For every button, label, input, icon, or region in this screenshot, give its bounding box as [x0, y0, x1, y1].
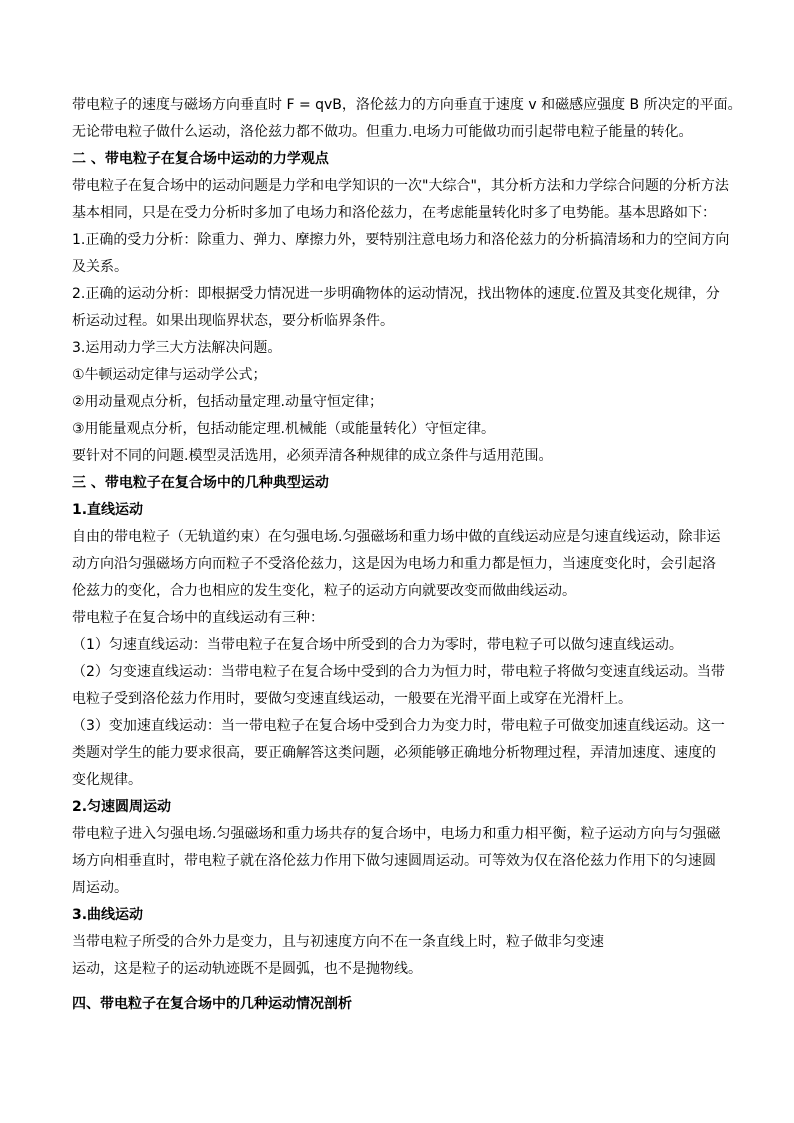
- text-line: ①牛顿运动定律与运动学公式；: [72, 367, 267, 383]
- text-line: 当带电粒子所受的合外力是变力，且与初速度方向不在一条直线上时，粒子做非匀变速: [72, 934, 604, 950]
- text-line: ③用能量观点分析，包括动能定理.机械能（或能量转化）守恒定律。: [72, 421, 495, 437]
- text-line: 动方向沿匀强磁场方向而粒子不受洛伦兹力，这是因为电场力和重力都是恒力，当速度变化时，会引起洛: [72, 556, 716, 572]
- text-line: 3.运用动力学三大方法解决问题。: [72, 340, 282, 356]
- text-line: 要针对不同的问题.模型灵活选用，必须弄清各种规律的成立条件与适用范围。: [72, 448, 553, 464]
- subsection-heading: 3.曲线运动: [72, 907, 144, 923]
- text-line: 变化规律。: [72, 772, 142, 788]
- section-heading: 三 、带电粒子在复合场中的几种典型运动: [72, 475, 329, 491]
- text-line: 带电粒子进入匀强电场.匀强磁场和重力场共存的复合场中，电场力和重力相平衡，粒子运动方向与匀强磁: [72, 826, 721, 842]
- text-line: 及关系。: [72, 259, 128, 275]
- text-line: 运动，这是粒子的运动轨迹既不是圆弧，也不是抛物线。: [72, 961, 422, 977]
- text-line: 基本相同，只是在受力分析时多加了电场力和洛伦兹力，在考虑能量转化时多了电势能。基本思路如下：: [72, 205, 716, 221]
- subsection-heading: 1.直线运动: [72, 502, 144, 518]
- text-line: 析运动过程。如果出现临界状态，要分析临界条件。: [72, 313, 394, 329]
- document-page: [72, 92, 742, 1018]
- text-line: 带电粒子在复合场中的运动问题是力学和电学知识的一次"大综合"，其分析方法和力学综合问题的分析方法: [72, 178, 729, 194]
- text-line: 2.正确的运动分析：即根据受力情况进一步明确物体的运动情况，找出物体的速度.位置及其变化规律，分: [72, 286, 720, 302]
- text-line: 自由的带电粒子（无轨道约束）在匀强电场.匀强磁场和重力场中做的直线运动应是匀速直线运动，除非运: [72, 529, 721, 545]
- text-line: （3）变加速直线运动：当一带电粒子在复合场中受到合力为变力时，带电粒子可做变加速直线运动。这一: [72, 718, 725, 734]
- text-line: 1.正确的受力分析：除重力、弹力、摩擦力外，要特别注意电场力和洛伦兹力的分析搞清场和力的空间方向: [72, 232, 730, 248]
- section-heading: 二 、带电粒子在复合场中运动的力学观点: [72, 151, 329, 167]
- text-line: （2）匀变速直线运动：当带电粒子在复合场中受到的合力为恒力时，带电粒子将做匀变速直线运动。当带: [72, 664, 725, 680]
- text-line: 电粒子受到洛伦兹力作用时，要做匀变速直线运动，一般要在光滑平面上或穿在光滑杆上。: [72, 691, 632, 707]
- section-heading: 四、带电粒子在复合场中的几种运动情况剖析: [72, 996, 352, 1012]
- subsection-heading: 2.匀速圆周运动: [72, 799, 172, 815]
- text-line: 场方向相垂直时，带电粒子就在洛伦兹力作用下做匀速圆周运动。可等效为仅在洛伦兹力作用下的匀速圆: [72, 853, 716, 869]
- text-line: 无论带电粒子做什么运动，洛伦兹力都不做功。但重力.电场力可能做功而引起带电粒子能量的转化。: [72, 124, 693, 140]
- text-line: 类题对学生的能力要求很高，要正确解答这类问题，必须能够正确地分析物理过程，弄清加速度、速度的: [72, 745, 716, 761]
- text-line: （1）匀速直线运动：当带电粒子在复合场中所受到的合力为零时，带电粒子可以做匀速直线运动。: [72, 637, 683, 653]
- text-line: 带电粒子的速度与磁场方向垂直时 F = qvB，洛伦兹力的方向垂直于速度 v 和磁感应强度 B 所决定的平面。: [72, 97, 742, 113]
- text-line: 带电粒子在复合场中的直线运动有三种：: [72, 610, 324, 626]
- text-line: 伦兹力的变化，合力也相应的发生变化，粒子的运动方向就要改变而做曲线运动。: [72, 583, 576, 599]
- text-line: 周运动。: [72, 880, 128, 896]
- text-line: ②用动量观点分析，包括动量定理.动量守恒定律；: [72, 394, 383, 410]
